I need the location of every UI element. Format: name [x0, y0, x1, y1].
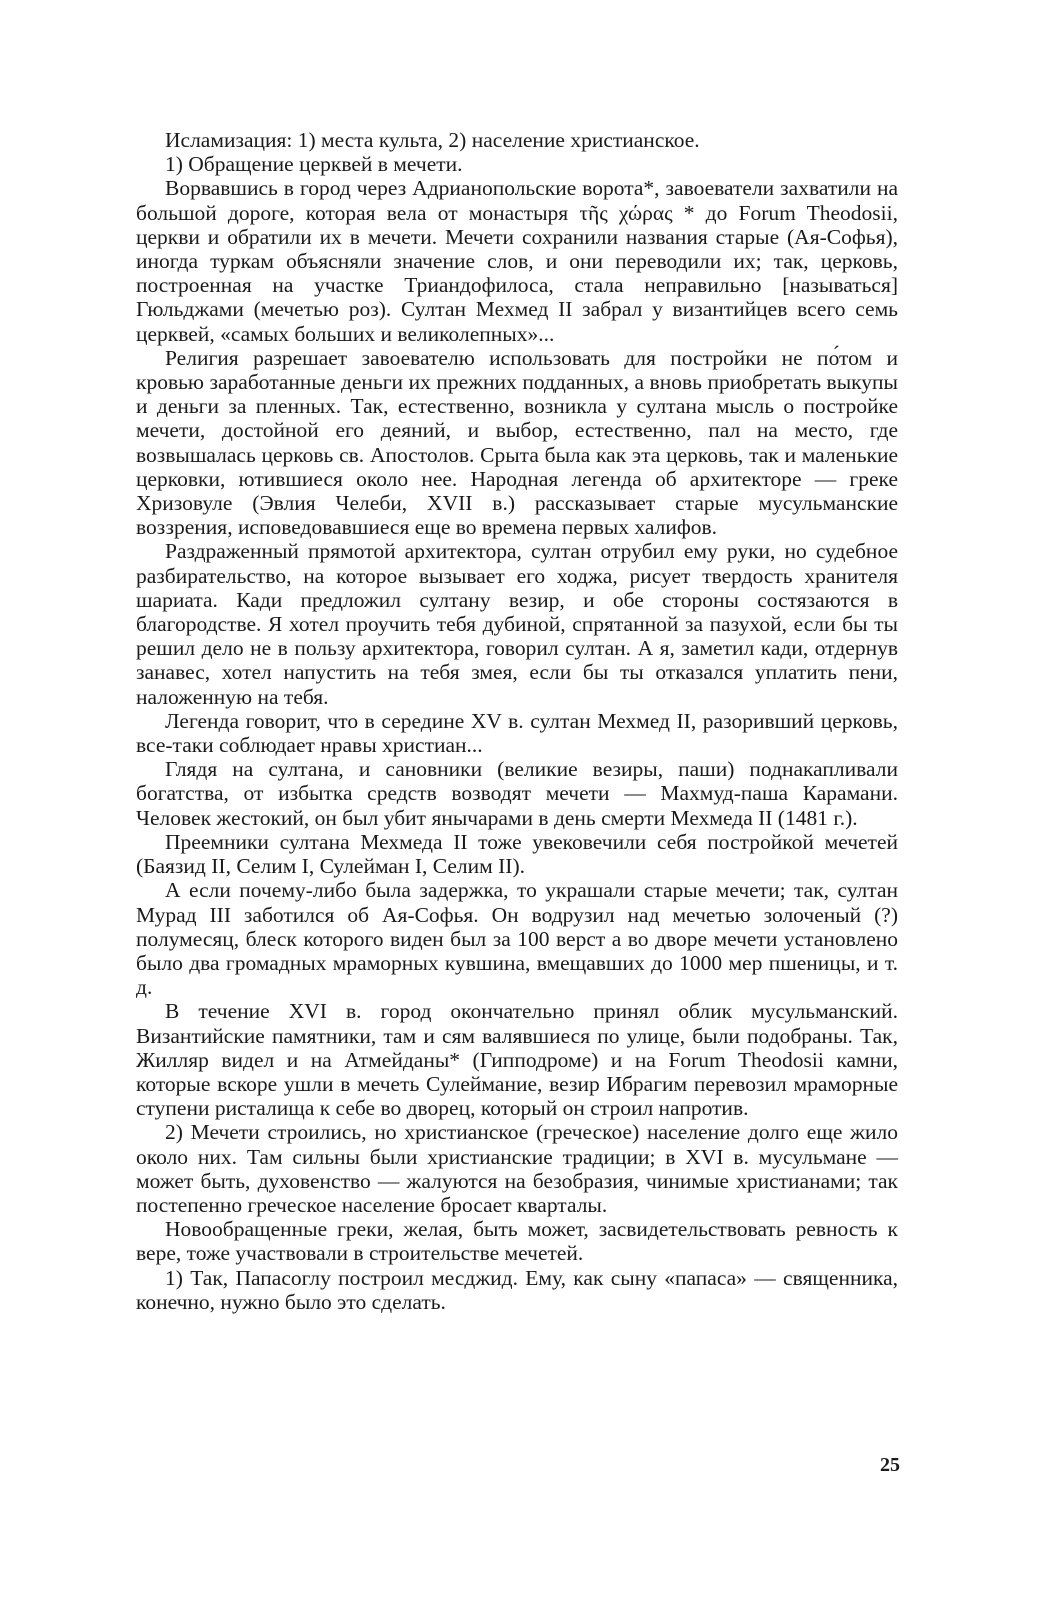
paragraph-religion-permits: Религия разрешает завоевателю использовать для постройки не по́том и кровью заработанные деньги их прежних подданных, а вновь приобретать выкупы и деньги за пленных. Так, естественно, возникла у султана мысль о постройке мечети, достойной его деяний, и выбор, естественно, пал на место, где возвышалась церковь св. Апостолов. Срыта была как эта церковь, так и маленькие церковки, ютившиеся около нее. Народная легенда об архитекторе — греке Хризовуле (Эвлия Челеби, XVII в.) рассказывает старые мусульманские воззрения, исповедовавшиеся еще во времена первых халифов. — [136, 345, 898, 540]
page-number: 25 — [880, 1454, 900, 1476]
paragraph-dignitaries: Глядя на султана, и сановники (великие везиры, паши) поднакапливали богатства, от избытка средств возводят мечети — Махмуд-паша Карамани. Человек жестокий, он был убит янычарами в день смерти Мехмеда II (1481 г.). — [136, 757, 898, 830]
paragraph-murad-iii: А если почему-либо была задержка, то украшали старые мечети; так, султан Мурад III заботился об Ая-Софья. Он водрузил над мечетью золоченый (?) полумесяц, блеск которого виден был за 100 верст а во дворе мечети установлено было два громадных мраморных кувшина, вмещавших до 1000 мер пшеницы, и т. д. — [136, 878, 898, 1000]
paragraph-christian-population: 2) Мечети строились, но христианское (греческое) население долго еще жило около них. Там сильны были христианские традиции; в XVI в. мусульмане — может быть, духовенство — жалуются на безобразия, чинимые христианами; так постепенно греческое население бросает кварталы. — [136, 1120, 898, 1217]
paragraph-successors: Преемники султана Мехмеда II тоже увековечили себя постройкой мечетей (Баязид II, Селим I, Сулейман I, Селим II). — [136, 829, 898, 879]
paragraph-architect-legend: Раздраженный прямотой архитектора, султан отрубил ему руки, но судебное разбирательство, на которое вызывает его ходжа, рисует твердость хранителя шариата. Кади предложил султану везир, и обе стороны состязаются в благородстве. Я хотел проучить тебя дубиной, спрятанной за пазухой, если бы ты решил дело не в пользу архитектора, говорил султан. А я, заметил кади, отдернув занавес, хотел напустить на тебя змея, если бы ты отказался уплатить пени, наложенную на тебя. — [136, 539, 898, 709]
paragraph-xvi-century: В течение XVI в. город окончательно принял облик мусульманский. Византийские памятники, там и сям валявшиеся по улице, были подобраны. Так, Жилляр видел и на Атмейданы* (Гипподроме) и на Forum Theodosii камни, которые вскоре ушли в мечеть Сулеймание, везир Ибрагим перевозил мраморные ступени ристалища к себе во дворец, который он строил напротив. — [136, 999, 898, 1121]
page-body — [136, 128, 898, 1314]
paragraph-converted-greeks: Новообращенные греки, желая, быть может, засвидетельствовать ревность к вере, тоже участвовали в строительстве мечетей. — [136, 1217, 898, 1266]
paragraph-church-conversion-heading: 1) Обращение церквей в мечети. — [165, 152, 463, 177]
paragraph-islamization: Исламизация: 1) места культа, 2) население христианское. — [165, 128, 700, 152]
paragraph-adrianople-gates: Ворвавшись в город через Адрианопольские ворота*, завоеватели захватили на большой дороге, которая вела от монастыря τῆς χώρας * до Forum Theodosii, церкви и обратили их в мечети. Мечети сохранили названия старые (Ая-Софья), иногда туркам объясняли значение слов, и они переводили их; так, церковь, построенная на участке Триандофилоса, стала неправильно [называться] Гюльджами (мечетью роз). Султан Мехмед II забрал у византийцев всего семь церквей, «самых больших и великолепных»... — [136, 176, 898, 346]
paragraph-papasoglu: 1) Так, Папасоглу построил месджид. Ему, как сыну «папаса» — священника, конечно, нужно было это сделать. — [136, 1265, 898, 1314]
paragraph-legend-mehmed: Легенда говорит, что в середине XV в. султан Мехмед II, разоривший церковь, все-таки соблюдает нравы христиан... — [136, 708, 898, 758]
